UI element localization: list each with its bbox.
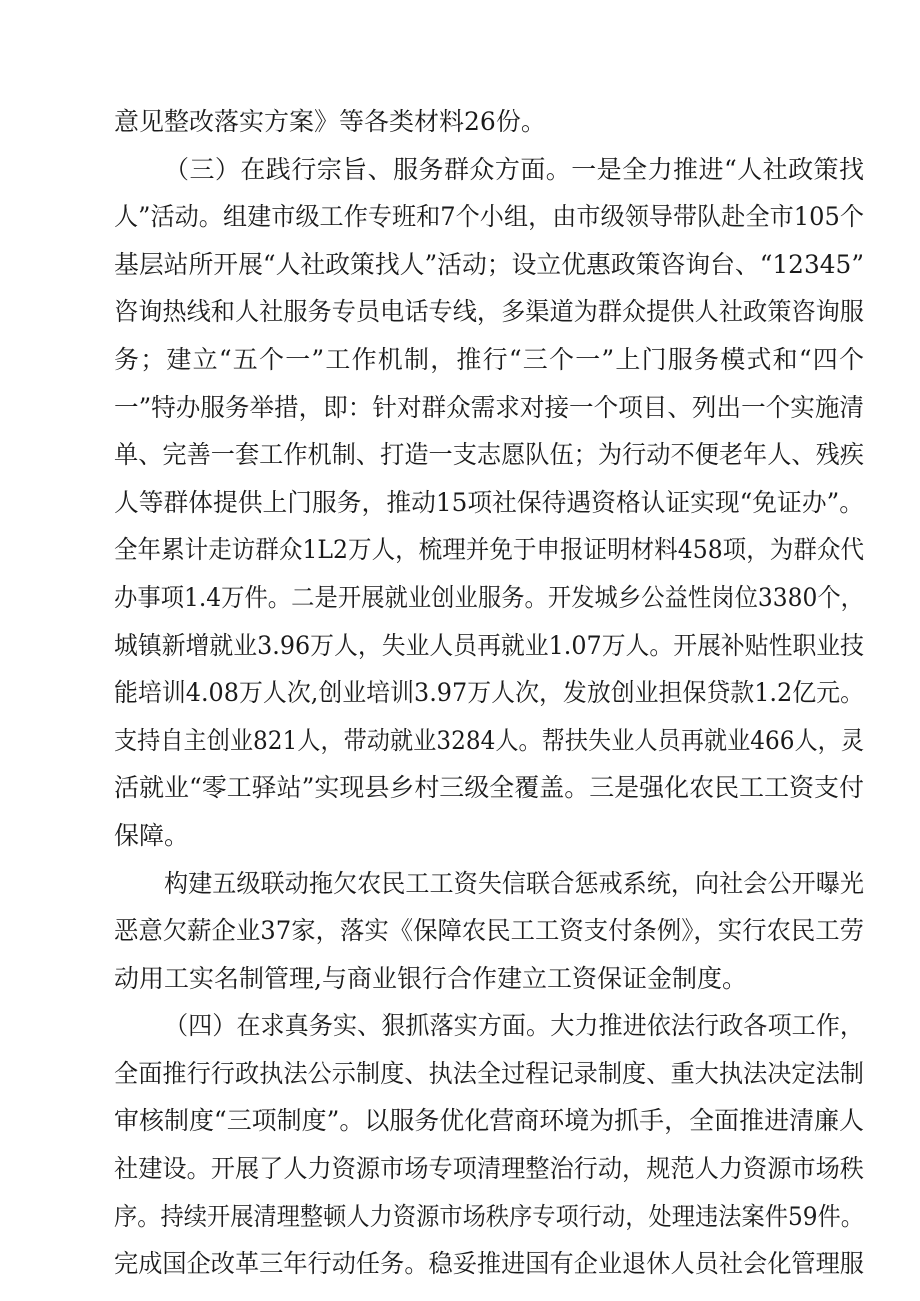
text-line-content: 构建五级联动拖欠农民工工资失信联合惩戒系统，向社会公开曝光 [164, 868, 864, 898]
text-line-content: （四）在求真务实、狠抓落实方面。大力推进依法行政各项工作， [164, 1011, 864, 1041]
text-line [114, 812, 864, 860]
text-line [114, 1097, 864, 1145]
text-line [114, 288, 864, 336]
text-line-content: 咨询热线和人社服务专员电话专线，多渠道为群众提供人社政策咨询服 [114, 297, 864, 327]
text-line-content: 城镇新增就业3.96万人，失业人员再就业1.07万人。开展补贴性职业技 [114, 630, 864, 660]
text-line [114, 669, 864, 717]
text-line [114, 146, 864, 194]
text-line-content: 人”活动。组建市级工作专班和7个小组，由市级领导带队赴全市105个 [114, 202, 864, 232]
text-line [114, 1145, 864, 1193]
text-line [114, 907, 864, 955]
text-line-content: 活就业“零工驿站”实现县乡村三级全覆盖。三是强化农民工工资支付 [114, 773, 864, 803]
text-line [114, 574, 864, 622]
text-line [114, 764, 864, 812]
text-line [114, 1002, 864, 1050]
text-line-content: 人等群体提供上门服务，推动15项社保待遇资格认证实现“免证办”。 [114, 487, 864, 517]
text-line [114, 1240, 864, 1288]
text-line-content: 办事项1.4万件。二是开展就业创业服务。开发城乡公益性岗位3380个， [114, 582, 864, 612]
text-line-content: 意见整改落实方案》等各类材料26份。 [114, 107, 546, 136]
text-line [114, 717, 864, 765]
text-line-content: 能培训4.08万人次,创业培训3.97万人次，发放创业担保贷款1.2亿元。 [114, 678, 864, 708]
text-line [114, 955, 864, 1003]
text-line-content: 一”特办服务举措，即：针对群众需求对接一个项目、列出一个实施清 [114, 392, 864, 422]
document-body [114, 98, 864, 1288]
text-line-content: 全年累计走访群众1L2万人，梳理并免于申报证明材料458项，为群众代 [114, 535, 864, 565]
text-line [114, 336, 864, 384]
text-line-content: 保障。 [114, 820, 190, 850]
text-line-content: 单、完善一套工作机制、打造一支志愿队伍；为行动不便老年人、残疾 [114, 440, 864, 470]
text-line [114, 860, 864, 908]
text-line [114, 1050, 864, 1098]
text-line [114, 431, 864, 479]
text-line-content: 支持自主创业821人，带动就业3284人。帮扶失业人员再就业466人，灵 [114, 725, 864, 755]
text-line-content: （三）在践行宗旨、服务群众方面。一是全力推进“人社政策找 [164, 154, 865, 184]
text-line [114, 98, 864, 146]
text-line [114, 193, 864, 241]
text-line-content: 务；建立“五个一”工作机制，推行“三个一”上门服务模式和“四个 [114, 344, 866, 374]
text-line [114, 526, 864, 574]
text-line [114, 1193, 864, 1241]
text-line-content: 审核制度“三项制度”。以服务优化营商环境为抓手，全面推进清廉人 [114, 1106, 864, 1136]
text-line-content: 基层站所开展“人社政策找人”活动；设立优惠政策咨询台、“12345” [114, 249, 864, 279]
text-line-content: 动用工实名制管理,与商业银行合作建立工资保证金制度。 [114, 963, 747, 993]
text-line-content: 序。持续开展清理整顿人力资源市场秩序专项行动，处理违法案件59件。 [114, 1201, 864, 1231]
text-line-content: 社建设。开展了人力资源市场专项清理整治行动，规范人力资源市场秩 [114, 1154, 864, 1184]
text-line [114, 384, 864, 432]
text-line-content: 完成国企改革三年行动任务。稳妥推进国有企业退休人员社会化管理服 [114, 1249, 864, 1279]
text-line [114, 479, 864, 527]
text-line [114, 622, 864, 670]
text-line-content: 恶意欠薪企业37家，落实《保障农民工工资支付条例》，实行农民工劳 [114, 916, 864, 946]
text-line [114, 241, 864, 289]
text-line-content: 全面推行行政执法公示制度、执法全过程记录制度、重大执法决定法制 [114, 1058, 864, 1088]
